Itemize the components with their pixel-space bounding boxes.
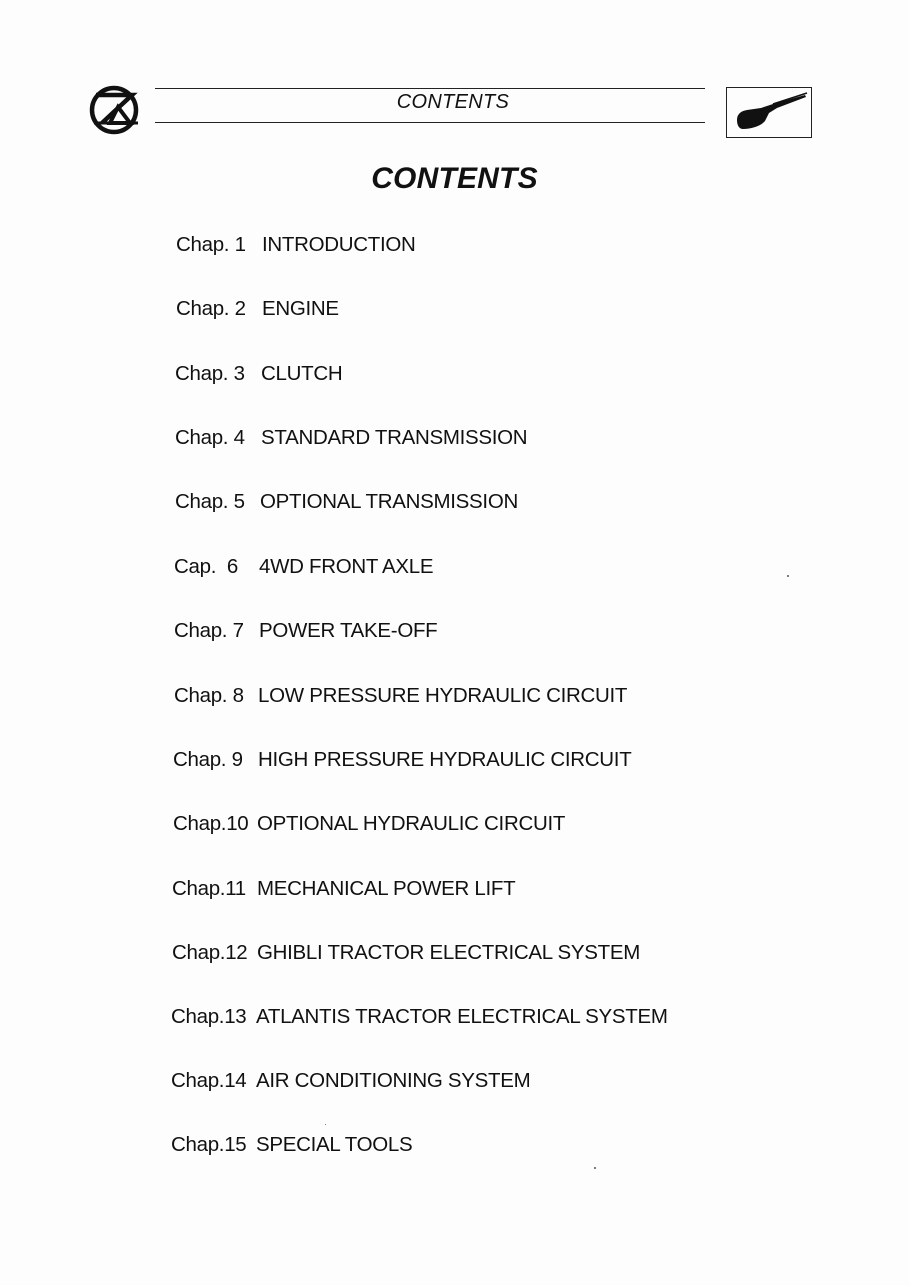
chapter-title: OPTIONAL TRANSMISSION <box>260 490 518 513</box>
chapter-number: Chap. 7 <box>174 619 244 642</box>
chapter-title: LOW PRESSURE HYDRAULIC CIRCUIT <box>258 684 628 707</box>
chapter-number: Chap. 2 <box>176 297 246 320</box>
chapter-number: Chap. 5 <box>175 490 245 513</box>
chapter-number: Cap. 6 <box>174 555 238 578</box>
chapter-title: ENGINE <box>262 297 339 320</box>
chapter-number: Chap. 1 <box>176 233 246 256</box>
chapter-title: ATLANTIS TRACTOR ELECTRICAL SYSTEM <box>256 1005 668 1028</box>
chapter-title: 4WD FRONT AXLE <box>259 555 434 578</box>
chapter-title: AIR CONDITIONING SYSTEM <box>256 1069 531 1092</box>
chapter-title: STANDARD TRANSMISSION <box>261 426 528 449</box>
chapter-number: Chap.13 <box>171 1005 247 1028</box>
chapter-number: Chap.14 <box>171 1069 247 1092</box>
chapter-title: INTRODUCTION <box>262 233 416 256</box>
chapter-title: HIGH PRESSURE HYDRAULIC CIRCUIT <box>258 748 632 771</box>
chapter-title: POWER TAKE-OFF <box>259 619 438 642</box>
chapter-number: Chap.15 <box>171 1133 247 1156</box>
scan-speck <box>594 1167 596 1169</box>
chapter-title: CLUTCH <box>261 362 343 385</box>
header-title: CONTENTS <box>396 91 510 113</box>
page-title: CONTENTS <box>371 162 538 195</box>
scan-speck <box>325 1124 326 1125</box>
chapter-title: GHIBLI TRACTOR ELECTRICAL SYSTEM <box>257 941 641 964</box>
chapter-title: SPECIAL TOOLS <box>256 1133 413 1156</box>
chapter-number: Chap.10 <box>173 812 249 835</box>
chapter-title: OPTIONAL HYDRAULIC CIRCUIT <box>257 812 566 835</box>
chapter-number: Chap.12 <box>172 941 248 964</box>
scan-speck <box>787 575 789 577</box>
chapter-title: MECHANICAL POWER LIFT <box>257 877 516 900</box>
chapter-number: Chap.11 <box>172 877 246 900</box>
chapter-number: Chap. 4 <box>175 426 245 449</box>
chapter-number: Chap. 8 <box>174 684 244 707</box>
chapter-number: Chap. 9 <box>173 748 243 771</box>
chapter-number: Chap. 3 <box>175 362 245 385</box>
